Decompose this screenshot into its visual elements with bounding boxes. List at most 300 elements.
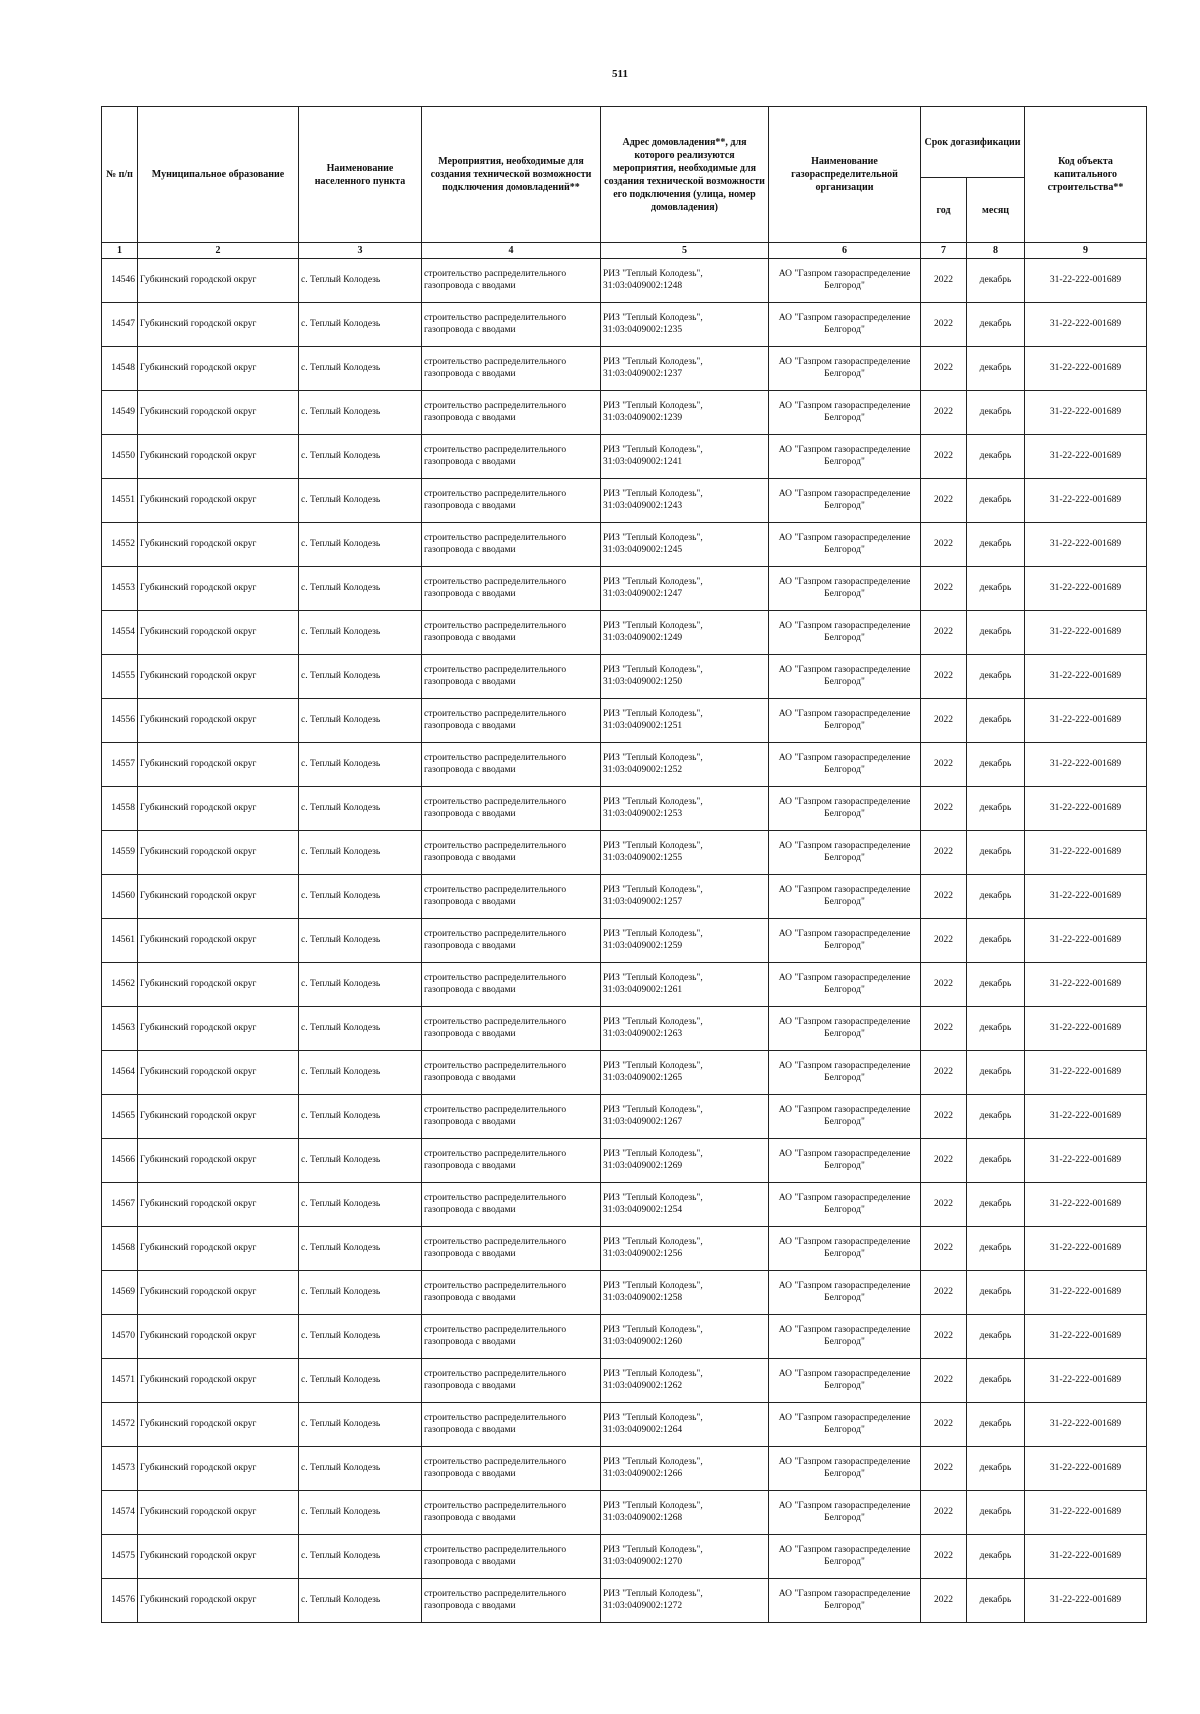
org-cell: АО "Газпром газораспределение Белгород": [769, 347, 921, 391]
table-row: [102, 1051, 1147, 1095]
org-cell: АО "Газпром газораспределение Белгород": [769, 1535, 921, 1579]
org-cell: АО "Газпром газораспределение Белгород": [769, 391, 921, 435]
cadastral-number: 31:03:0409002:1269: [603, 1160, 683, 1171]
month-cell: декабрь: [967, 567, 1025, 611]
table-row: [102, 347, 1147, 391]
row-number: 14565: [102, 1095, 138, 1139]
locality-cell: с. Теплый Колодезь: [299, 1491, 422, 1535]
cadastral-number: 31:03:0409002:1241: [603, 456, 683, 467]
address-prefix: РИЗ "Теплый Колодезь",: [603, 752, 703, 763]
code-cell: 31-22-222-001689: [1025, 259, 1147, 303]
address-cell: [601, 1315, 769, 1359]
row-number: 14547: [102, 303, 138, 347]
month-cell: декабрь: [967, 435, 1025, 479]
year-cell: 2022: [921, 1359, 967, 1403]
year-cell: 2022: [921, 1227, 967, 1271]
year-cell: 2022: [921, 567, 967, 611]
row-number: 14563: [102, 1007, 138, 1051]
year-cell: 2022: [921, 655, 967, 699]
locality-cell: с. Теплый Колодезь: [299, 435, 422, 479]
header-municipality: Муниципальное образование: [138, 107, 299, 243]
table-row: [102, 1095, 1147, 1139]
locality-cell: с. Теплый Колодезь: [299, 919, 422, 963]
year-cell: 2022: [921, 963, 967, 1007]
cadastral-number: 31:03:0409002:1261: [603, 984, 683, 995]
code-cell: 31-22-222-001689: [1025, 1271, 1147, 1315]
address-cell: [601, 699, 769, 743]
year-cell: 2022: [921, 1315, 967, 1359]
row-number: 14575: [102, 1535, 138, 1579]
municipality-cell: Губкинский городской округ: [138, 875, 299, 919]
event-cell: строительство распределительного газопровода с вводами: [422, 347, 601, 391]
page-number: 511: [612, 68, 628, 80]
address-prefix: РИЗ "Теплый Колодезь",: [603, 1368, 703, 1379]
year-cell: 2022: [921, 347, 967, 391]
municipality-cell: Губкинский городской округ: [138, 1359, 299, 1403]
row-number: 14554: [102, 611, 138, 655]
month-cell: декабрь: [967, 1359, 1025, 1403]
event-cell: строительство распределительного газопровода с вводами: [422, 391, 601, 435]
org-cell: АО "Газпром газораспределение Белгород": [769, 1095, 921, 1139]
org-cell: АО "Газпром газораспределение Белгород": [769, 1359, 921, 1403]
code-cell: 31-22-222-001689: [1025, 1227, 1147, 1271]
municipality-cell: Губкинский городской округ: [138, 1447, 299, 1491]
year-cell: 2022: [921, 1051, 967, 1095]
cadastral-number: 31:03:0409002:1268: [603, 1512, 683, 1523]
code-cell: 31-22-222-001689: [1025, 567, 1147, 611]
org-cell: АО "Газпром газораспределение Белгород": [769, 1315, 921, 1359]
year-cell: 2022: [921, 875, 967, 919]
address-cell: [601, 391, 769, 435]
table-row: [102, 1535, 1147, 1579]
row-number: 14569: [102, 1271, 138, 1315]
event-cell: строительство распределительного газопровода с вводами: [422, 1315, 601, 1359]
code-cell: 31-22-222-001689: [1025, 1403, 1147, 1447]
org-cell: АО "Газпром газораспределение Белгород": [769, 1579, 921, 1623]
month-cell: декабрь: [967, 699, 1025, 743]
month-cell: декабрь: [967, 1139, 1025, 1183]
month-cell: декабрь: [967, 347, 1025, 391]
locality-cell: с. Теплый Колодезь: [299, 1183, 422, 1227]
address-cell: [601, 1051, 769, 1095]
address-cell: [601, 567, 769, 611]
row-number: 14567: [102, 1183, 138, 1227]
cadastral-number: 31:03:0409002:1264: [603, 1424, 683, 1435]
table-row: [102, 1271, 1147, 1315]
municipality-cell: Губкинский городской округ: [138, 611, 299, 655]
year-cell: 2022: [921, 1491, 967, 1535]
year-cell: 2022: [921, 1271, 967, 1315]
address-prefix: РИЗ "Теплый Колодезь",: [603, 488, 703, 499]
month-cell: декабрь: [967, 963, 1025, 1007]
year-cell: 2022: [921, 611, 967, 655]
event-cell: строительство распределительного газопровода с вводами: [422, 1491, 601, 1535]
address-cell: [601, 831, 769, 875]
municipality-cell: Губкинский городской округ: [138, 347, 299, 391]
cadastral-number: 31:03:0409002:1253: [603, 808, 683, 819]
municipality-cell: Губкинский городской округ: [138, 1227, 299, 1271]
code-cell: 31-22-222-001689: [1025, 875, 1147, 919]
locality-cell: с. Теплый Колодезь: [299, 743, 422, 787]
org-cell: АО "Газпром газораспределение Белгород": [769, 743, 921, 787]
municipality-cell: Губкинский городской округ: [138, 699, 299, 743]
org-cell: АО "Газпром газораспределение Белгород": [769, 1271, 921, 1315]
event-cell: строительство распределительного газопровода с вводами: [422, 1183, 601, 1227]
year-cell: 2022: [921, 919, 967, 963]
locality-cell: с. Теплый Колодезь: [299, 479, 422, 523]
address-cell: [601, 1271, 769, 1315]
locality-cell: с. Теплый Колодезь: [299, 655, 422, 699]
month-cell: декабрь: [967, 303, 1025, 347]
table-row: [102, 655, 1147, 699]
locality-cell: с. Теплый Колодезь: [299, 611, 422, 655]
year-cell: 2022: [921, 435, 967, 479]
month-cell: декабрь: [967, 479, 1025, 523]
locality-cell: с. Теплый Колодезь: [299, 567, 422, 611]
month-cell: декабрь: [967, 259, 1025, 303]
cadastral-number: 31:03:0409002:1260: [603, 1336, 683, 1347]
cadastral-number: 31:03:0409002:1263: [603, 1028, 683, 1039]
code-cell: 31-22-222-001689: [1025, 1051, 1147, 1095]
table-row: [102, 1403, 1147, 1447]
month-cell: декабрь: [967, 1095, 1025, 1139]
locality-cell: с. Теплый Колодезь: [299, 1535, 422, 1579]
table-row: [102, 435, 1147, 479]
table-row: [102, 1491, 1147, 1535]
table-row: [102, 1227, 1147, 1271]
table-row: [102, 391, 1147, 435]
cadastral-number: 31:03:0409002:1266: [603, 1468, 683, 1479]
month-cell: декабрь: [967, 743, 1025, 787]
col-number: 2: [138, 243, 299, 259]
table-row: [102, 1579, 1147, 1623]
cadastral-number: 31:03:0409002:1262: [603, 1380, 683, 1391]
address-prefix: РИЗ "Теплый Колодезь",: [603, 1236, 703, 1247]
address-prefix: РИЗ "Теплый Колодезь",: [603, 1016, 703, 1027]
cadastral-number: 31:03:0409002:1252: [603, 764, 683, 775]
locality-cell: с. Теплый Колодезь: [299, 831, 422, 875]
table-row: [102, 1447, 1147, 1491]
code-cell: 31-22-222-001689: [1025, 787, 1147, 831]
org-cell: АО "Газпром газораспределение Белгород": [769, 1491, 921, 1535]
event-cell: строительство распределительного газопровода с вводами: [422, 919, 601, 963]
address-prefix: РИЗ "Теплый Колодезь",: [603, 796, 703, 807]
month-cell: декабрь: [967, 391, 1025, 435]
col-number: 4: [422, 243, 601, 259]
municipality-cell: Губкинский городской округ: [138, 1183, 299, 1227]
org-cell: АО "Газпром газораспределение Белгород": [769, 1007, 921, 1051]
month-cell: декабрь: [967, 1183, 1025, 1227]
address-prefix: РИЗ "Теплый Колодезь",: [603, 1588, 703, 1599]
org-cell: АО "Газпром газораспределение Белгород": [769, 611, 921, 655]
year-cell: 2022: [921, 479, 967, 523]
event-cell: строительство распределительного газопровода с вводами: [422, 1051, 601, 1095]
locality-cell: с. Теплый Колодезь: [299, 391, 422, 435]
row-number: 14561: [102, 919, 138, 963]
month-cell: декабрь: [967, 611, 1025, 655]
table-row: [102, 479, 1147, 523]
locality-cell: с. Теплый Колодезь: [299, 963, 422, 1007]
table-row: [102, 831, 1147, 875]
row-number: 14557: [102, 743, 138, 787]
event-cell: строительство распределительного газопровода с вводами: [422, 875, 601, 919]
year-cell: 2022: [921, 831, 967, 875]
table-row: [102, 875, 1147, 919]
org-cell: АО "Газпром газораспределение Белгород": [769, 1139, 921, 1183]
cadastral-number: 31:03:0409002:1251: [603, 720, 683, 731]
year-cell: 2022: [921, 523, 967, 567]
address-cell: [601, 655, 769, 699]
code-cell: 31-22-222-001689: [1025, 479, 1147, 523]
municipality-cell: Губкинский городской округ: [138, 303, 299, 347]
org-cell: АО "Газпром газораспределение Белгород": [769, 567, 921, 611]
code-cell: 31-22-222-001689: [1025, 1095, 1147, 1139]
locality-cell: с. Теплый Колодезь: [299, 523, 422, 567]
year-cell: 2022: [921, 743, 967, 787]
locality-cell: с. Теплый Колодезь: [299, 875, 422, 919]
code-cell: 31-22-222-001689: [1025, 1579, 1147, 1623]
row-number: 14562: [102, 963, 138, 1007]
locality-cell: с. Теплый Колодезь: [299, 1139, 422, 1183]
address-prefix: РИЗ "Теплый Колодезь",: [603, 1060, 703, 1071]
month-cell: декабрь: [967, 1579, 1025, 1623]
table-row: [102, 259, 1147, 303]
event-cell: строительство распределительного газопровода с вводами: [422, 787, 601, 831]
event-cell: строительство распределительного газопровода с вводами: [422, 435, 601, 479]
col-number: 8: [967, 243, 1025, 259]
address-prefix: РИЗ "Теплый Колодезь",: [603, 884, 703, 895]
address-prefix: РИЗ "Теплый Колодезь",: [603, 972, 703, 983]
cadastral-number: 31:03:0409002:1254: [603, 1204, 683, 1215]
cadastral-number: 31:03:0409002:1239: [603, 412, 683, 423]
address-prefix: РИЗ "Теплый Колодезь",: [603, 400, 703, 411]
cadastral-number: 31:03:0409002:1249: [603, 632, 683, 643]
row-number: 14572: [102, 1403, 138, 1447]
row-number: 14553: [102, 567, 138, 611]
org-cell: АО "Газпром газораспределение Белгород": [769, 259, 921, 303]
code-cell: 31-22-222-001689: [1025, 1359, 1147, 1403]
address-cell: [601, 1491, 769, 1535]
municipality-cell: Губкинский городской округ: [138, 435, 299, 479]
org-cell: АО "Газпром газораспределение Белгород": [769, 831, 921, 875]
municipality-cell: Губкинский городской округ: [138, 1403, 299, 1447]
code-cell: 31-22-222-001689: [1025, 1183, 1147, 1227]
header-org: Наименование газораспределительной организации: [769, 107, 921, 243]
municipality-cell: Губкинский городской округ: [138, 479, 299, 523]
code-cell: 31-22-222-001689: [1025, 699, 1147, 743]
address-prefix: РИЗ "Теплый Колодезь",: [603, 1192, 703, 1203]
locality-cell: с. Теплый Колодезь: [299, 1051, 422, 1095]
address-cell: [601, 1007, 769, 1051]
gasification-table: [101, 106, 1147, 1623]
table-row: [102, 1139, 1147, 1183]
address-prefix: РИЗ "Теплый Колодезь",: [603, 576, 703, 587]
header-address: Адрес домовладения**, для которого реализуются мероприятия, необходимые для создания технической возможности его подключения (улица, номер домовладения): [601, 107, 769, 243]
municipality-cell: Губкинский городской округ: [138, 1535, 299, 1579]
event-cell: строительство распределительного газопровода с вводами: [422, 611, 601, 655]
address-prefix: РИЗ "Теплый Колодезь",: [603, 1148, 703, 1159]
address-cell: [601, 1095, 769, 1139]
address-prefix: РИЗ "Теплый Колодезь",: [603, 1544, 703, 1555]
col-number: 3: [299, 243, 422, 259]
municipality-cell: Губкинский городской округ: [138, 1051, 299, 1095]
address-cell: [601, 347, 769, 391]
row-number: 14555: [102, 655, 138, 699]
cadastral-number: 31:03:0409002:1245: [603, 544, 683, 555]
code-cell: 31-22-222-001689: [1025, 523, 1147, 567]
year-cell: 2022: [921, 1535, 967, 1579]
code-cell: 31-22-222-001689: [1025, 1491, 1147, 1535]
org-cell: АО "Газпром газораспределение Белгород": [769, 875, 921, 919]
event-cell: строительство распределительного газопровода с вводами: [422, 1403, 601, 1447]
address-cell: [601, 875, 769, 919]
col-number: 6: [769, 243, 921, 259]
year-cell: 2022: [921, 1095, 967, 1139]
month-cell: декабрь: [967, 655, 1025, 699]
municipality-cell: Губкинский городской округ: [138, 1139, 299, 1183]
table-row: [102, 963, 1147, 1007]
row-number: 14548: [102, 347, 138, 391]
header-locality: Наименование населенного пункта: [299, 107, 422, 243]
code-cell: 31-22-222-001689: [1025, 743, 1147, 787]
year-cell: 2022: [921, 259, 967, 303]
row-number: 14570: [102, 1315, 138, 1359]
cadastral-number: 31:03:0409002:1270: [603, 1556, 683, 1567]
code-cell: 31-22-222-001689: [1025, 655, 1147, 699]
cadastral-number: 31:03:0409002:1257: [603, 896, 683, 907]
table-body: [102, 259, 1147, 1623]
locality-cell: с. Теплый Колодезь: [299, 1007, 422, 1051]
org-cell: АО "Газпром газораспределение Белгород": [769, 303, 921, 347]
header-num: № п/п: [102, 107, 138, 243]
table-row: [102, 699, 1147, 743]
municipality-cell: Губкинский городской округ: [138, 743, 299, 787]
locality-cell: с. Теплый Колодезь: [299, 1095, 422, 1139]
cadastral-number: 31:03:0409002:1265: [603, 1072, 683, 1083]
month-cell: декабрь: [967, 1227, 1025, 1271]
code-cell: 31-22-222-001689: [1025, 831, 1147, 875]
cadastral-number: 31:03:0409002:1247: [603, 588, 683, 599]
cadastral-number: 31:03:0409002:1243: [603, 500, 683, 511]
cadastral-number: 31:03:0409002:1255: [603, 852, 683, 863]
address-cell: [601, 259, 769, 303]
code-cell: 31-22-222-001689: [1025, 391, 1147, 435]
year-cell: 2022: [921, 1579, 967, 1623]
municipality-cell: Губкинский городской округ: [138, 259, 299, 303]
address-prefix: РИЗ "Теплый Колодезь",: [603, 708, 703, 719]
year-cell: 2022: [921, 1403, 967, 1447]
table-row: [102, 1183, 1147, 1227]
code-cell: 31-22-222-001689: [1025, 1139, 1147, 1183]
cadastral-number: 31:03:0409002:1256: [603, 1248, 683, 1259]
event-cell: строительство распределительного газопровода с вводами: [422, 259, 601, 303]
row-number: 14551: [102, 479, 138, 523]
municipality-cell: Губкинский городской округ: [138, 1491, 299, 1535]
org-cell: АО "Газпром газораспределение Белгород": [769, 435, 921, 479]
year-cell: 2022: [921, 303, 967, 347]
org-cell: АО "Газпром газораспределение Белгород": [769, 787, 921, 831]
address-prefix: РИЗ "Теплый Колодезь",: [603, 620, 703, 631]
row-number: 14552: [102, 523, 138, 567]
address-prefix: РИЗ "Теплый Колодезь",: [603, 444, 703, 455]
municipality-cell: Губкинский городской округ: [138, 787, 299, 831]
year-cell: 2022: [921, 391, 967, 435]
org-cell: АО "Газпром газораспределение Белгород": [769, 1403, 921, 1447]
event-cell: строительство распределительного газопровода с вводами: [422, 523, 601, 567]
event-cell: строительство распределительного газопровода с вводами: [422, 963, 601, 1007]
municipality-cell: Губкинский городской округ: [138, 1271, 299, 1315]
row-number: 14546: [102, 259, 138, 303]
table-row: [102, 611, 1147, 655]
address-cell: [601, 1403, 769, 1447]
code-cell: 31-22-222-001689: [1025, 963, 1147, 1007]
month-cell: декабрь: [967, 1491, 1025, 1535]
cadastral-number: 31:03:0409002:1258: [603, 1292, 683, 1303]
year-cell: 2022: [921, 1007, 967, 1051]
address-cell: [601, 1579, 769, 1623]
row-number: 14559: [102, 831, 138, 875]
event-cell: строительство распределительного газопровода с вводами: [422, 1095, 601, 1139]
org-cell: АО "Газпром газораспределение Белгород": [769, 1227, 921, 1271]
municipality-cell: Губкинский городской округ: [138, 567, 299, 611]
header-month: месяц: [967, 178, 1025, 243]
municipality-cell: Губкинский городской округ: [138, 655, 299, 699]
year-cell: 2022: [921, 1183, 967, 1227]
org-cell: АО "Газпром газораспределение Белгород": [769, 919, 921, 963]
year-cell: 2022: [921, 1447, 967, 1491]
address-prefix: РИЗ "Теплый Колодезь",: [603, 356, 703, 367]
locality-cell: с. Теплый Колодезь: [299, 1403, 422, 1447]
month-cell: декабрь: [967, 831, 1025, 875]
event-cell: строительство распределительного газопровода с вводами: [422, 1579, 601, 1623]
locality-cell: с. Теплый Колодезь: [299, 699, 422, 743]
municipality-cell: Губкинский городской округ: [138, 831, 299, 875]
event-cell: строительство распределительного газопровода с вводами: [422, 699, 601, 743]
org-cell: АО "Газпром газораспределение Белгород": [769, 963, 921, 1007]
cadastral-number: 31:03:0409002:1267: [603, 1116, 683, 1127]
header-year: год: [921, 178, 967, 243]
code-cell: 31-22-222-001689: [1025, 303, 1147, 347]
month-cell: декабрь: [967, 523, 1025, 567]
table-row: [102, 1007, 1147, 1051]
address-prefix: РИЗ "Теплый Колодезь",: [603, 840, 703, 851]
table-row: [102, 1315, 1147, 1359]
address-prefix: РИЗ "Теплый Колодезь",: [603, 1324, 703, 1335]
row-number: 14558: [102, 787, 138, 831]
code-cell: 31-22-222-001689: [1025, 611, 1147, 655]
event-cell: строительство распределительного газопровода с вводами: [422, 1007, 601, 1051]
municipality-cell: Губкинский городской округ: [138, 963, 299, 1007]
municipality-cell: Губкинский городской округ: [138, 1095, 299, 1139]
year-cell: 2022: [921, 1139, 967, 1183]
month-cell: декабрь: [967, 1535, 1025, 1579]
row-number: 14560: [102, 875, 138, 919]
event-cell: строительство распределительного газопровода с вводами: [422, 655, 601, 699]
locality-cell: с. Теплый Колодезь: [299, 1359, 422, 1403]
address-prefix: РИЗ "Теплый Колодезь",: [603, 532, 703, 543]
cadastral-number: 31:03:0409002:1237: [603, 368, 683, 379]
address-prefix: РИЗ "Теплый Колодезь",: [603, 1456, 703, 1467]
cadastral-number: 31:03:0409002:1250: [603, 676, 683, 687]
org-cell: АО "Газпром газораспределение Белгород": [769, 1183, 921, 1227]
row-number: 14574: [102, 1491, 138, 1535]
org-cell: АО "Газпром газораспределение Белгород": [769, 655, 921, 699]
row-number: 14549: [102, 391, 138, 435]
code-cell: 31-22-222-001689: [1025, 1007, 1147, 1051]
event-cell: строительство распределительного газопровода с вводами: [422, 831, 601, 875]
table-row: [102, 787, 1147, 831]
locality-cell: с. Теплый Колодезь: [299, 1271, 422, 1315]
